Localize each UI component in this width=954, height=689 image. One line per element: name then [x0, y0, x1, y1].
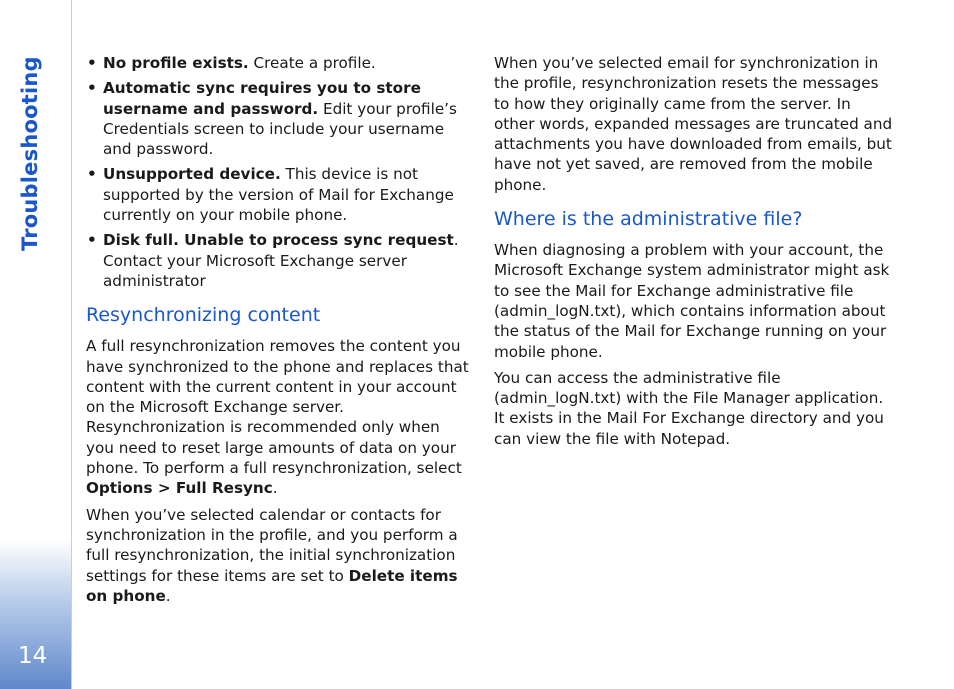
list-item — [86, 78, 470, 159]
error-name: Disk full. Unable to process sync request — [103, 231, 454, 250]
error-list — [86, 53, 470, 291]
list-item — [86, 164, 470, 225]
error-name: Unsupported device. — [103, 165, 281, 184]
section-title: Troubleshooting — [18, 56, 42, 251]
paragraph-text: A full resynchronization removes the content you have synchronized to the phone and replaces that content with the current content in your account on the Microsoft Exchange server. Resynchronization is recommended only when you need to reset large amounts of data on your phone. To perform a full resynchronization, select — [86, 337, 469, 478]
paragraph-text: When you’ve selected calendar or contacts for synchronization in the profile, and you perform a full resynchronization, the initial synchronization settings for these items are set to — [86, 505, 458, 585]
paragraph-end: . — [272, 479, 278, 498]
resync-paragraph-2 — [86, 505, 470, 606]
sidebar — [0, 0, 72, 689]
right-column — [494, 53, 894, 455]
left-column — [86, 53, 470, 612]
list-item — [86, 230, 470, 291]
admin-file-paragraph-1: When diagnosing a problem with your account, the Microsoft Exchange system administrator might ask to see the Mail for Exchange administrative file (admin_logN.txt), which contains information about the status of the Mail for Exchange running on your mobile phone. — [494, 241, 890, 361]
resync-heading: Resynchronizing content — [86, 304, 321, 327]
list-item — [86, 53, 470, 73]
error-name: No profile exists. — [103, 54, 249, 72]
error-description: This device is not supported by the version of Mail for Exchange currently on your mobile phone. — [103, 165, 454, 225]
resync-paragraph-1 — [86, 336, 470, 498]
error-name: Automatic sync requires you to store username and password. — [103, 79, 421, 118]
admin-file-heading: Where is the administrative file? — [494, 208, 803, 231]
admin-file-paragraph-2: You can access the administrative file (admin_logN.txt) with the File Manager application. It exists in the Mail For Exchange directory and you can view the file with Notepad. — [494, 368, 884, 448]
setting-value: Delete items on phone — [86, 566, 458, 605]
page-number: 14 — [18, 643, 48, 669]
error-description: Create a profile. — [248, 54, 376, 72]
menu-path: Options > Full Resync — [86, 479, 273, 498]
error-description: . Contact your Microsoft Exchange server administrator — [103, 231, 459, 290]
email-resync-paragraph: When you’ve selected email for synchronization in the profile, resynchronization resets the messages to how they originally came from the server. In other words, expanded messages are truncated and attachments you have downloaded from emails, but have not yet saved, are removed from the mobile phone. — [494, 54, 893, 194]
error-description: Edit your profile’s Credentials screen to include your username and password. — [103, 99, 457, 159]
paragraph-end: . — [165, 586, 171, 605]
